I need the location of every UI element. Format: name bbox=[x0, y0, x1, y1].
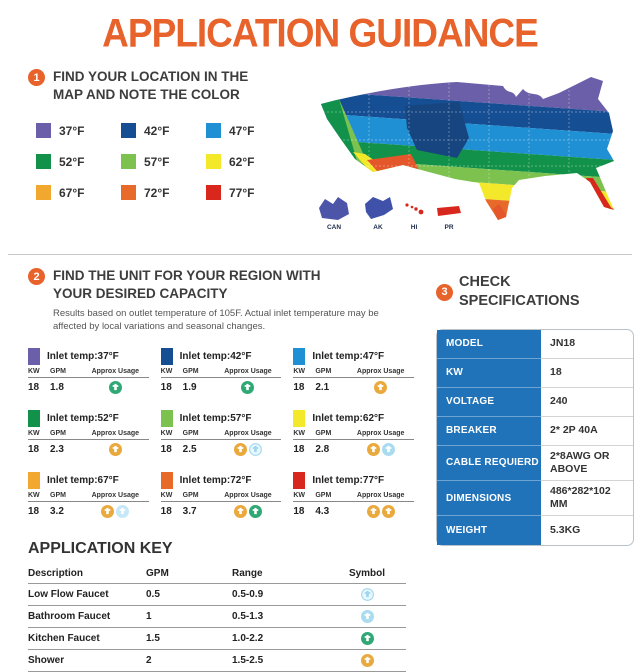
kw-value: 18 bbox=[293, 505, 305, 517]
temp-swatch bbox=[28, 410, 40, 427]
page-title: APPLICATION GUIDANCE bbox=[102, 10, 538, 56]
kw-value: 18 bbox=[28, 443, 40, 455]
shower-icon bbox=[382, 505, 395, 518]
shower-icon bbox=[374, 381, 387, 394]
color-swatch bbox=[121, 123, 136, 138]
kw-value: 18 bbox=[28, 505, 40, 517]
spec-row-voltage: VOLTAGE 240 bbox=[437, 388, 633, 417]
gpm-value: 2.5 bbox=[182, 443, 197, 455]
key-row-low-flow-faucet: Low Flow Faucet 0.5 0.5-0.9 bbox=[28, 584, 406, 606]
temp-swatch bbox=[28, 472, 40, 489]
kw-value: 18 bbox=[160, 443, 172, 455]
spec-row-model: MODEL JN18 bbox=[437, 330, 633, 359]
color-swatch bbox=[206, 185, 221, 200]
inlet-temp-label: Inlet temp:42°F bbox=[179, 350, 252, 362]
section-2-title bbox=[53, 267, 321, 302]
shower-icon bbox=[109, 443, 122, 456]
us-temperature-map bbox=[305, 68, 640, 246]
legend-item bbox=[121, 154, 206, 169]
application-key-table bbox=[28, 564, 406, 672]
alaska-inset-shape bbox=[365, 197, 393, 219]
inset-label-hi: HI bbox=[410, 224, 418, 231]
legend-item bbox=[206, 154, 291, 169]
inlet-temp-label: Inlet temp:47°F bbox=[312, 350, 385, 362]
unit-values bbox=[293, 378, 414, 394]
temp-swatch bbox=[293, 348, 305, 365]
kitchen-faucet-icon bbox=[249, 505, 262, 518]
low-flow-faucet-icon bbox=[249, 443, 262, 456]
legend-label: 37°F bbox=[59, 123, 85, 138]
shower-icon bbox=[101, 505, 114, 518]
kw-value: 18 bbox=[160, 381, 172, 393]
color-swatch bbox=[121, 154, 136, 169]
temp-swatch bbox=[28, 348, 40, 365]
unit-column-headers: KW GPM Approx Usage bbox=[161, 368, 282, 378]
temp-swatch bbox=[161, 348, 173, 365]
unit-values bbox=[161, 502, 282, 518]
unit-column-headers: KW GPM Approx Usage bbox=[28, 430, 149, 440]
kw-value: 18 bbox=[293, 381, 305, 393]
inset-label-ak: AK bbox=[373, 224, 383, 231]
color-swatch bbox=[206, 154, 221, 169]
legend-item bbox=[121, 185, 206, 200]
legend-label: 67°F bbox=[59, 185, 85, 200]
legend-item bbox=[206, 123, 291, 138]
unit-values bbox=[161, 378, 282, 394]
unit-table-77f bbox=[293, 472, 414, 518]
shower-icon bbox=[234, 505, 247, 518]
spec-row-dimensions: DIMENSIONS 486*282*102 MM bbox=[437, 481, 633, 516]
inlet-temp-label: Inlet temp:67°F bbox=[47, 474, 119, 486]
low-flow-faucet-icon bbox=[361, 588, 374, 601]
gpm-value: 2.3 bbox=[50, 443, 64, 455]
us-map-graphic bbox=[307, 68, 637, 236]
unit-column-headers: KW GPM Approx Usage bbox=[161, 492, 282, 502]
legend-item bbox=[36, 154, 121, 169]
legend-label: 57°F bbox=[144, 154, 170, 169]
temperature-legend bbox=[36, 123, 291, 200]
inlet-temp-label: Inlet temp:62°F bbox=[312, 412, 385, 424]
application-key-header: Description GPM Range Symbol bbox=[28, 564, 406, 584]
gpm-value: 3.7 bbox=[182, 505, 197, 517]
step-3-badge: 3 bbox=[436, 284, 453, 301]
inlet-temp-label: Inlet temp:57°F bbox=[179, 412, 252, 424]
unit-column-headers: KW GPM Approx Usage bbox=[293, 430, 414, 440]
unit-table-67f bbox=[28, 472, 149, 518]
application-key-title: APPLICATION KEY bbox=[28, 539, 173, 557]
unit-tables-grid bbox=[28, 348, 414, 518]
color-swatch bbox=[36, 185, 51, 200]
bottom-row bbox=[0, 255, 640, 672]
legend-label: 47°F bbox=[229, 123, 255, 138]
unit-values bbox=[293, 440, 414, 456]
spec-row-weight: WEIGHT 5.3KG bbox=[437, 516, 633, 545]
section-1-header bbox=[28, 68, 305, 103]
spec-row-cable: CABLE REQUIERD 2*8AWG OR ABOVE bbox=[437, 446, 633, 481]
canada-inset-shape bbox=[319, 197, 349, 220]
key-row-shower: Shower 2 1.5-2.5 bbox=[28, 650, 406, 672]
inlet-temp-label: Inlet temp:77°F bbox=[312, 474, 385, 486]
hawaii-inset-shape bbox=[405, 203, 423, 214]
color-swatch bbox=[36, 154, 51, 169]
unit-column-headers: KW GPM Approx Usage bbox=[28, 492, 149, 502]
section-2 bbox=[0, 255, 424, 672]
legend-item bbox=[206, 185, 291, 200]
section-1-title-line1: FIND YOUR LOCATION IN THE bbox=[53, 69, 249, 84]
inlet-temp-label: Inlet temp:37°F bbox=[47, 350, 119, 362]
color-swatch bbox=[121, 185, 136, 200]
section-3-header bbox=[436, 273, 634, 311]
top-row bbox=[0, 68, 640, 246]
unit-table-57f bbox=[161, 410, 282, 456]
kitchen-faucet-icon bbox=[241, 381, 254, 394]
gpm-value: 1.9 bbox=[182, 381, 197, 393]
legend-item bbox=[36, 185, 121, 200]
section-1 bbox=[0, 68, 305, 246]
unit-column-headers: KW GPM Approx Usage bbox=[293, 492, 414, 502]
temp-swatch bbox=[161, 410, 173, 427]
kw-value: 18 bbox=[28, 381, 40, 393]
unit-table-52f bbox=[28, 410, 149, 456]
puerto-rico-inset-shape bbox=[437, 206, 461, 216]
unit-values bbox=[28, 440, 149, 456]
section-1-title-line2: MAP AND NOTE THE COLOR bbox=[53, 86, 240, 102]
specifications-table bbox=[436, 329, 634, 547]
bathroom-faucet-icon bbox=[116, 505, 129, 518]
legend-item bbox=[36, 123, 121, 138]
spec-row-breaker: BREAKER 2* 2P 40A bbox=[437, 417, 633, 446]
shower-icon bbox=[367, 505, 380, 518]
unit-table-62f bbox=[293, 410, 414, 456]
unit-column-headers: KW GPM Approx Usage bbox=[28, 368, 149, 378]
gpm-value: 3.2 bbox=[50, 505, 64, 517]
unit-column-headers: KW GPM Approx Usage bbox=[161, 430, 282, 440]
legend-label: 52°F bbox=[59, 154, 85, 169]
legend-label: 62°F bbox=[229, 154, 255, 169]
step-1-badge: 1 bbox=[28, 69, 45, 86]
temp-swatch bbox=[293, 472, 305, 489]
color-swatch bbox=[36, 123, 51, 138]
inset-label-pr: PR bbox=[444, 224, 454, 231]
unit-values bbox=[28, 378, 149, 394]
section-1-title bbox=[53, 68, 248, 103]
inlet-temp-label: Inlet temp:72°F bbox=[179, 474, 252, 486]
unit-column-headers: KW GPM Approx Usage bbox=[293, 368, 414, 378]
kw-value: 18 bbox=[160, 505, 172, 517]
shower-icon bbox=[367, 443, 380, 456]
step-2-badge: 2 bbox=[28, 268, 45, 285]
kitchen-faucet-icon bbox=[361, 632, 374, 645]
map-insets bbox=[319, 197, 461, 231]
key-row-kitchen-faucet: Kitchen Faucet 1.5 1.0-2.2 bbox=[28, 628, 406, 650]
unit-values bbox=[293, 502, 414, 518]
temp-swatch bbox=[161, 472, 173, 489]
legend-label: 77°F bbox=[229, 185, 255, 200]
bathroom-faucet-icon bbox=[361, 610, 374, 623]
shower-icon bbox=[234, 443, 247, 456]
gpm-value: 4.3 bbox=[315, 505, 330, 517]
section-2-title-line2: YOUR DESIRED CAPACITY bbox=[53, 285, 228, 301]
spec-row-kw: KW 18 bbox=[437, 359, 633, 388]
bathroom-faucet-icon bbox=[382, 443, 395, 456]
section-3 bbox=[424, 255, 642, 672]
legend-label: 72°F bbox=[144, 185, 170, 200]
section-2-note: Results based on outlet temperature of 105F. Actual inlet temperature may be affected by local variations and seasonal changes. bbox=[53, 308, 379, 333]
section-3-title: CHECK SPECIFICATIONS bbox=[459, 274, 580, 309]
gpm-value: 2.8 bbox=[315, 443, 330, 455]
section-2-title-line1: FIND THE UNIT FOR YOUR REGION WITH bbox=[53, 268, 321, 283]
section-2-header bbox=[28, 267, 414, 302]
unit-values bbox=[161, 440, 282, 456]
shower-icon bbox=[361, 654, 374, 667]
temp-swatch bbox=[293, 410, 305, 427]
kw-value: 18 bbox=[293, 443, 305, 455]
gpm-value: 2.1 bbox=[315, 381, 330, 393]
legend-item bbox=[121, 123, 206, 138]
gpm-value: 1.8 bbox=[50, 381, 64, 393]
unit-table-42f bbox=[161, 348, 282, 394]
legend-label: 42°F bbox=[144, 123, 170, 138]
unit-table-47f bbox=[293, 348, 414, 394]
unit-table-72f bbox=[161, 472, 282, 518]
color-swatch bbox=[206, 123, 221, 138]
unit-values bbox=[28, 502, 149, 518]
kitchen-faucet-icon bbox=[109, 381, 122, 394]
inset-label-can: CAN bbox=[326, 224, 342, 231]
key-row-bathroom-faucet: Bathroom Faucet 1 0.5-1.3 bbox=[28, 606, 406, 628]
inlet-temp-label: Inlet temp:52°F bbox=[47, 412, 119, 424]
unit-table-37f bbox=[28, 348, 149, 394]
